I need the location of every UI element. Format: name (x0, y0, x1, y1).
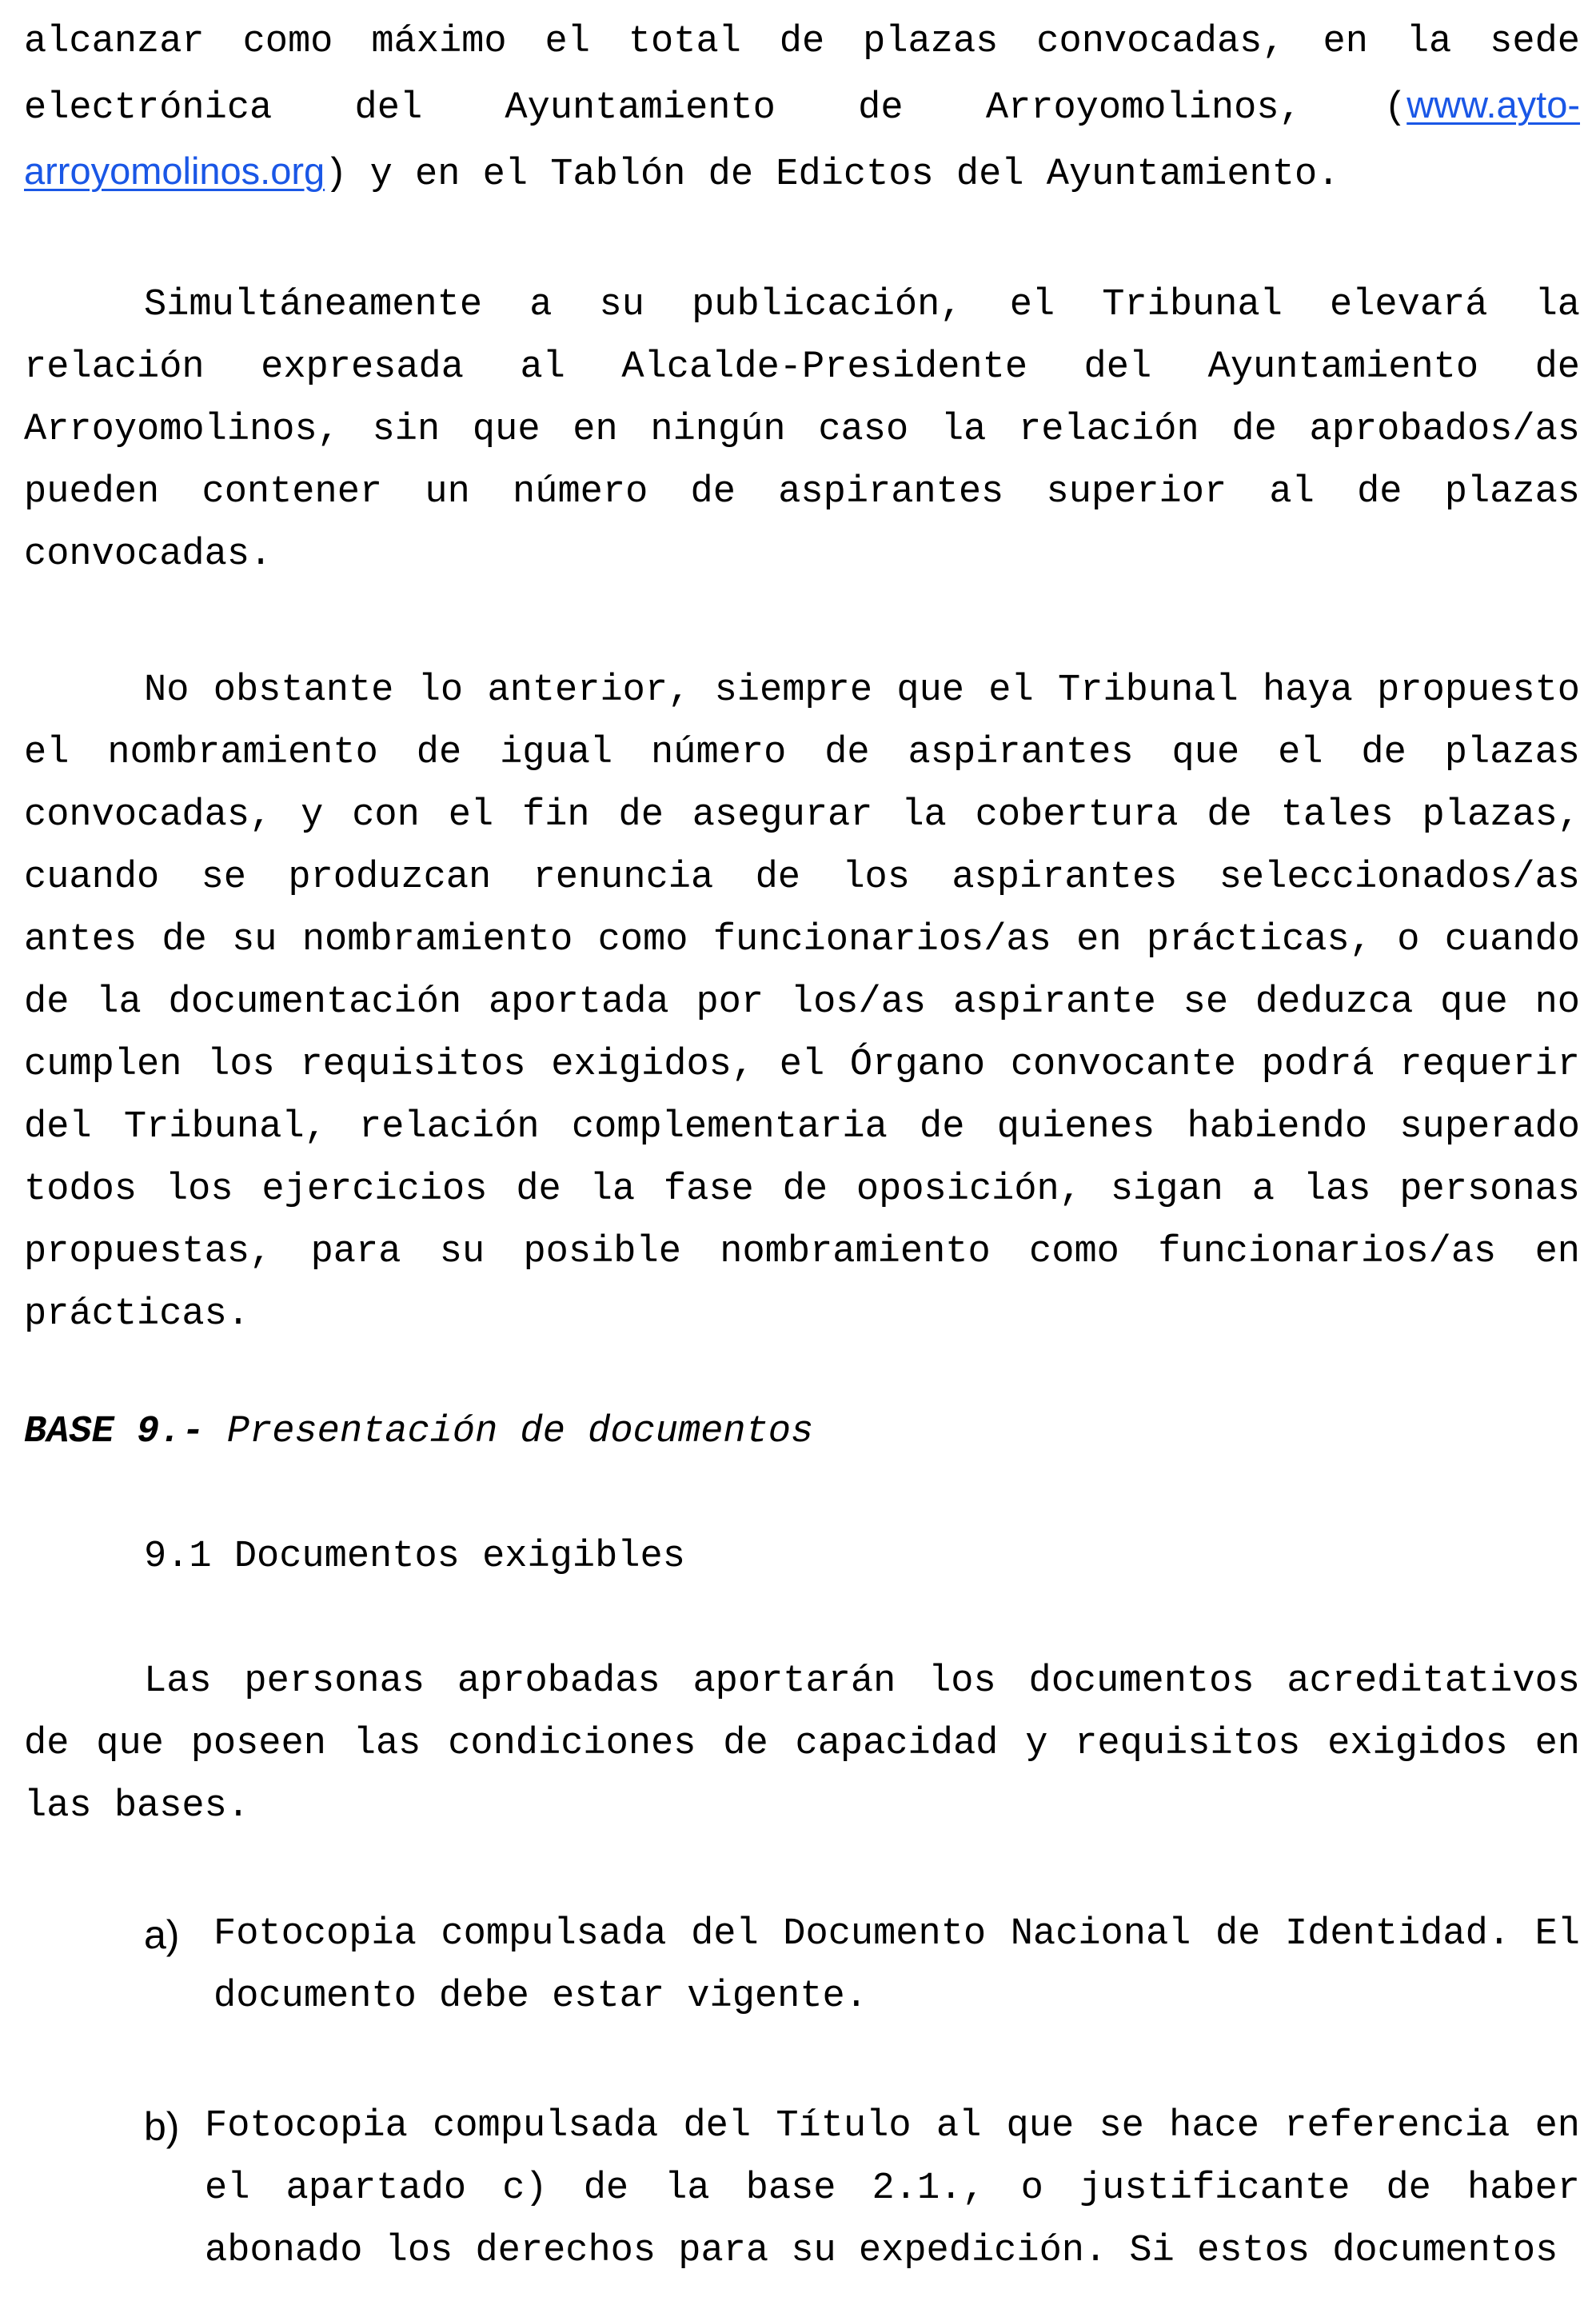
paragraph-documents-required: Las personas aprobadas aportarán los documentos acreditativos de que poseen las condiciones de capacidad y requisitos exigidos en las bases. (24, 1660, 1580, 1828)
list-marker: b) (144, 2104, 180, 2149)
base-title: Presentación de documentos (226, 1411, 814, 1453)
list-item-text: Fotocopia compulsada del Documento Nacional de Identidad. El documento debe estar vigente. (213, 1913, 1580, 2018)
paragraph-complementary-relation: No obstante lo anterior, siempre que el Tribunal haya propuesto el nombramiento de igual número de aspirantes que el de plazas convocadas, y con el fin de asegurar la cobertura de tales plazas, cuando se produzcan renuncia de los aspirantes seleccionados/as antes de su nombramiento como funcionarios/as en prácticas, o cuando de la documentación aportada por los/as aspirante se deduzca que no cumplen los requisitos exigidos, el Órgano convocante podrá requerir del Tribunal, relación complementaria de quienes habiendo superado todos los ejercicios de la fase de oposición, sigan a las personas propuestas, para su posible nombramiento como funcionarios/as en prácticas. (24, 669, 1580, 1336)
paragraph-tribunal-relation: Simultáneamente a su publicación, el Tribunal elevará la relación expresada al Alcalde-Presidente del Ayuntamiento de Arroyomolinos, sin que en ningún caso la relación de aprobados/as pueden contener un número de aspirantes superior al de plazas convocadas. (24, 284, 1580, 576)
base-heading (24, 1401, 813, 1464)
list-marker: a) (144, 1912, 180, 1957)
paragraph-text: ) y en el Tablón de Edictos del Ayuntamiento. (325, 154, 1340, 196)
section-subheading: 9.1 Documentos exigibles (144, 1536, 685, 1578)
website-link[interactable]: www.ayto-arroyomolinos.org (24, 83, 1580, 192)
list-item (144, 1904, 1580, 2028)
paragraph-text: alcanzar como máximo el total de plazas convocadas, en la sede electrónica del Ayuntamiento de Arroyomolinos, ( (24, 21, 1580, 130)
base-label: BASE 9.- (24, 1411, 205, 1453)
list-item-text: Fotocopia compulsada del Título al que se hace referencia en el apartado c) de la base 2.1., o justificante de haber abonado los derechos para su expedición. Si estos documentos (205, 2105, 1580, 2272)
paragraph-publication-venue (24, 11, 1580, 206)
list-item (144, 2095, 1580, 2283)
